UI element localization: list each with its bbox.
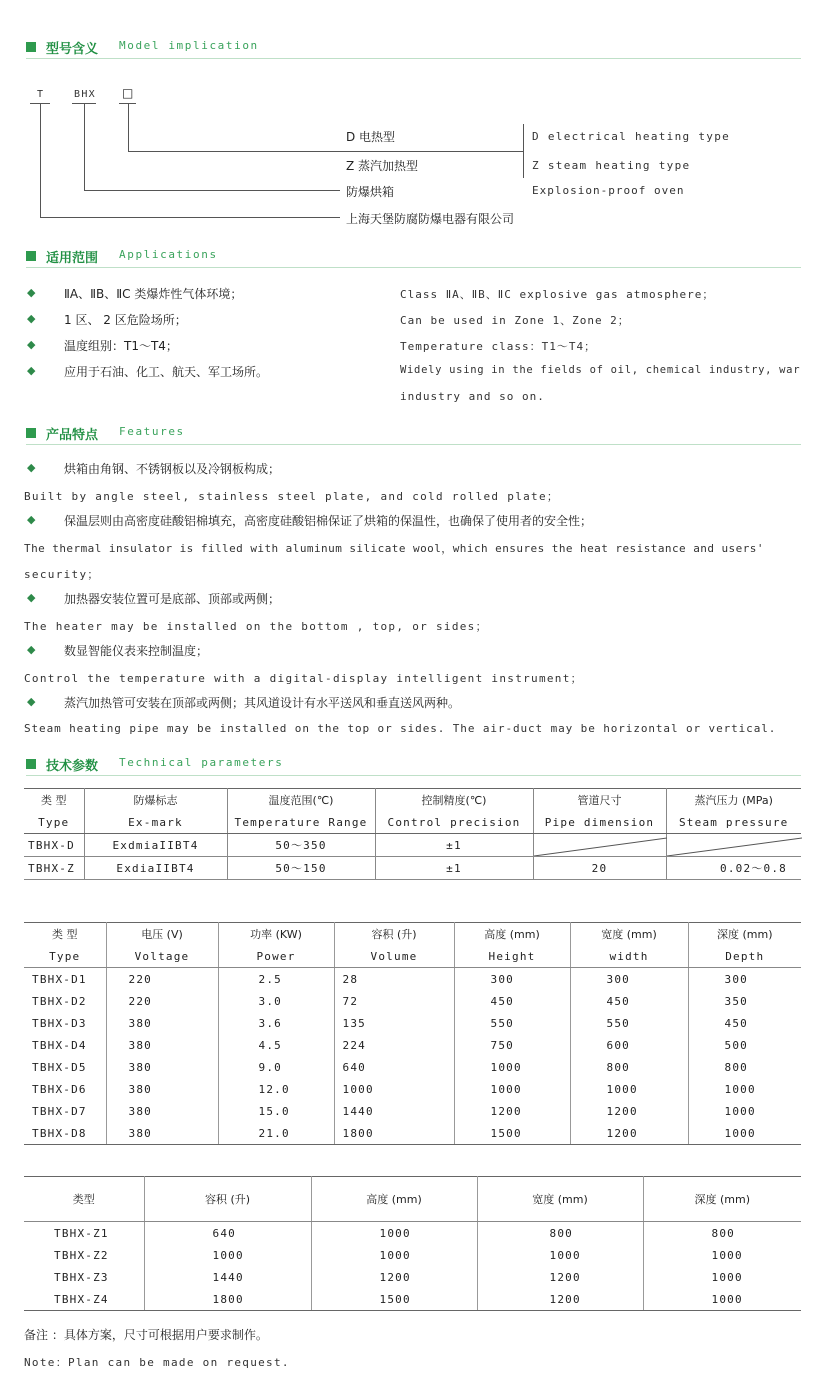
- code-box: □: [122, 86, 134, 100]
- application-cn-1: ⅡA、ⅡB、ⅡC 类爆炸性气体环境；: [64, 287, 243, 301]
- leader-t-horizontal: [40, 217, 340, 218]
- table-cell: 21.0: [218, 1122, 334, 1145]
- model-oven-cn: 防爆烘箱: [346, 185, 395, 199]
- table-cell: 800: [477, 1222, 643, 1245]
- table-cell: 380: [106, 1078, 218, 1100]
- table-row: [24, 1034, 801, 1056]
- table-cell: TBHX-D1: [24, 968, 106, 991]
- table-cell: 3.6: [218, 1012, 334, 1034]
- table-cell: 1200: [570, 1100, 688, 1122]
- diagonal-slash: [534, 834, 667, 856]
- table-cell: TBHX-D2: [24, 990, 106, 1012]
- table-cell: 0.02～0.8: [666, 857, 801, 880]
- table-header-row-en: [24, 945, 801, 968]
- table-row: [24, 857, 801, 880]
- separator-vertical: [523, 124, 524, 178]
- table-row: [24, 1288, 801, 1311]
- table-cell: 380: [106, 1056, 218, 1078]
- header-cell: Steam pressure: [666, 811, 801, 834]
- table-cell: 1000: [688, 1122, 801, 1145]
- section-square-icon: [26, 42, 36, 52]
- diamond-bullet-icon: ◆: [27, 338, 36, 351]
- section-title-cn: 产品特点: [46, 428, 99, 443]
- header-cell: Control precision: [375, 811, 533, 834]
- table-cell: ±1: [375, 857, 533, 880]
- feature-3-en: The heater may be installed on the bottom , top, or sides；: [24, 620, 488, 633]
- table-cell: TBHX-Z1: [24, 1222, 144, 1245]
- diamond-bullet-icon: ◆: [27, 312, 36, 325]
- header-cell: 容积 (升): [334, 923, 454, 946]
- header-cell: Type: [24, 811, 84, 834]
- header-cell: 高度 (mm): [454, 923, 570, 946]
- table-cell: 3.0: [218, 990, 334, 1012]
- feature-1-cn: 烘箱由角钢、不锈钢板以及冷钢板构成；: [64, 462, 281, 476]
- code-t: T: [37, 89, 45, 100]
- table-cell: 50～150: [227, 857, 375, 880]
- table-cell: TBHX-Z2: [24, 1244, 144, 1266]
- section-square-icon: [26, 759, 36, 769]
- application-cn-3: 温度组别：T1～T4；: [64, 339, 178, 353]
- feature-4-cn: 数显智能仪表来控制温度；: [64, 644, 209, 658]
- table-cell: 800: [724, 1060, 748, 1074]
- section-square-icon: [26, 428, 36, 438]
- header-cell: Pipe dimension: [533, 811, 666, 834]
- header-cell: 深度 (mm): [688, 923, 801, 946]
- table-cell: 1000: [570, 1078, 688, 1100]
- table-cell: TBHX-D7: [24, 1100, 106, 1122]
- table-cell: 450: [454, 990, 570, 1012]
- header-cell: Power: [218, 945, 334, 968]
- header-cell: Volume: [334, 945, 454, 968]
- table-cell: 220: [106, 990, 218, 1012]
- table-cell: 1500: [311, 1288, 477, 1311]
- model-company-cn: 上海天堡防腐防爆电器有限公司: [346, 212, 515, 226]
- application-en-3: Temperature class：T1～T4；: [400, 340, 597, 353]
- note-cn: 备注 ：具体方案，尺寸可根据用户要求制作。: [24, 1328, 268, 1342]
- header-cell: 类 型: [24, 923, 106, 946]
- header-cell: Temperature Range: [227, 811, 375, 834]
- table-header-row-cn: [24, 923, 801, 946]
- diagonal-slash: [667, 834, 802, 856]
- section-header-applications: [26, 247, 801, 268]
- table-row: [24, 1244, 801, 1266]
- table-cell: 300: [724, 972, 748, 986]
- header-cell: 容积 (升): [144, 1177, 311, 1222]
- feature-1-en: Built by angle steel, stainless steel plate, and cold rolled plate；: [24, 490, 560, 503]
- table-row: [24, 1122, 801, 1145]
- table-cell: 1000: [711, 1270, 743, 1284]
- table-row: [24, 968, 801, 991]
- table-cell: ExdmiaIIBT4: [84, 834, 227, 857]
- table-cell: TBHX-Z4: [24, 1288, 144, 1311]
- header-cell: 深度 (mm): [643, 1177, 801, 1222]
- params-table: [24, 788, 801, 880]
- diamond-bullet-icon: ◆: [27, 591, 36, 604]
- electric-models-table: [24, 922, 801, 1145]
- leader-box-horizontal: [128, 151, 523, 152]
- table-cell: 20: [533, 857, 666, 880]
- table-cell: 1000: [454, 1056, 570, 1078]
- table-cell: 1440: [334, 1100, 454, 1122]
- header-cell: 电压 (V): [106, 923, 218, 946]
- table-cell: 1000: [724, 1082, 756, 1096]
- section-header-features: [26, 424, 801, 445]
- table-row: [24, 1056, 801, 1078]
- table-header-row-en: [24, 811, 801, 834]
- header-cell: Type: [24, 945, 106, 968]
- table-cell: 1500: [454, 1122, 570, 1145]
- table-cell: 15.0: [218, 1100, 334, 1122]
- table-body: [24, 1222, 801, 1311]
- application-cn-4: 应用于石油、化工、航天、军工场所。: [64, 365, 269, 379]
- feature-5-en: Steam heating pipe may be installed on the top or sides. The air-duct may be horizontal or vertical.: [24, 722, 777, 735]
- header-cell: 功率 (KW): [218, 923, 334, 946]
- table-cell: 1000: [311, 1222, 477, 1245]
- diamond-bullet-icon: ◆: [27, 643, 36, 656]
- table-cell: TBHX-Z: [24, 857, 84, 880]
- header-cell: Height: [454, 945, 570, 968]
- table-cell: 750: [454, 1034, 570, 1056]
- table-cell: TBHX-D: [24, 834, 84, 857]
- section-title-en: Applications: [119, 248, 218, 261]
- table-cell: 450: [724, 1016, 748, 1030]
- note-en: Note：Plan can be made on request.: [24, 1356, 290, 1369]
- table-cell: 380: [106, 1012, 218, 1034]
- table-header-row-cn: [24, 789, 801, 812]
- header-cell: 温度范围(℃): [227, 789, 375, 812]
- diamond-bullet-icon: ◆: [27, 364, 36, 377]
- table-cell: 640: [334, 1056, 454, 1078]
- diamond-bullet-icon: ◆: [27, 513, 36, 526]
- application-en-1: Class ⅡA、ⅡB、ⅡC explosive gas atmosphere；: [400, 288, 715, 301]
- table-cell: TBHX-Z3: [24, 1266, 144, 1288]
- table-row: [24, 990, 801, 1012]
- table-cell: 1200: [311, 1266, 477, 1288]
- table-row: [24, 834, 801, 857]
- table-cell: 1200: [477, 1288, 643, 1311]
- header-cell: 控制精度(℃): [375, 789, 533, 812]
- table-cell: 380: [106, 1034, 218, 1056]
- table-body: [24, 968, 801, 1145]
- table-cell: 135: [334, 1012, 454, 1034]
- header-cell: width: [570, 945, 688, 968]
- feature-2-cn: 保温层则由高密度硅酸铝棉填充，高密度硅酸铝棉保证了烘箱的保温性，也确保了使用者的安全性；: [64, 514, 593, 528]
- header-cell: 防爆标志: [84, 789, 227, 812]
- table-cell: ExdiaIIBT4: [84, 857, 227, 880]
- model-z-cn: Z 蒸汽加热型: [346, 159, 419, 173]
- model-d-en: D electrical heating type: [532, 130, 731, 143]
- section-title-cn: 适用范围: [46, 251, 99, 266]
- table-cell: 220: [106, 968, 218, 991]
- table-cell: 350: [724, 994, 748, 1008]
- table-cell: 800: [570, 1056, 688, 1078]
- model-d-cn: D 电热型: [346, 130, 396, 144]
- table-cell: 224: [334, 1034, 454, 1056]
- table-cell: 1000: [311, 1244, 477, 1266]
- table-cell: 550: [570, 1012, 688, 1034]
- table-cell: 550: [454, 1012, 570, 1034]
- table-cell: TBHX-D8: [24, 1122, 106, 1145]
- table-cell: TBHX-D4: [24, 1034, 106, 1056]
- application-en-4: Widely using in the fields of oil, chemical industry, war: [400, 364, 801, 376]
- section-title-en: Technical parameters: [119, 756, 284, 769]
- feature-2-en-2: security；: [24, 568, 100, 581]
- model-z-en: Z steam heating type: [532, 159, 691, 172]
- section-header-model: [26, 38, 801, 59]
- section-title-en: Features: [119, 425, 185, 438]
- section-header-technical: [26, 755, 801, 776]
- table-cell: 1800: [334, 1122, 454, 1145]
- table-cell: 1000: [454, 1078, 570, 1100]
- leader-t-vertical: [40, 104, 41, 217]
- table-cell: 1000: [477, 1244, 643, 1266]
- table-cell: TBHX-D3: [24, 1012, 106, 1034]
- header-cell: Voltage: [106, 945, 218, 968]
- table-cell: 1000: [724, 1104, 756, 1118]
- table-cell: 300: [454, 968, 570, 991]
- table-cell: 72: [334, 990, 454, 1012]
- table-cell: TBHX-D6: [24, 1078, 106, 1100]
- table-cell: 600: [570, 1034, 688, 1056]
- header-cell: 宽度 (mm): [477, 1177, 643, 1222]
- section-title-cn: 技术参数: [46, 759, 99, 774]
- code-bhx: BHX: [74, 89, 96, 100]
- table-cell: 1000: [144, 1244, 311, 1266]
- table-cell-empty: [666, 834, 801, 857]
- table-cell: 500: [724, 1038, 748, 1052]
- table-row: [24, 1100, 801, 1122]
- leader-bhx-vertical: [84, 104, 85, 190]
- feature-5-cn: 蒸汽加热管可安装在顶部或两侧；其风道设计有水平送风和垂直送风两种。: [64, 696, 461, 710]
- application-en-5: industry and so on.: [400, 390, 545, 403]
- steam-models-table: [24, 1176, 801, 1311]
- table-row: [24, 1012, 801, 1034]
- header-cell: 管道尺寸: [533, 789, 666, 812]
- feature-4-en: Control the temperature with a digital-display intelligent instrument；: [24, 672, 583, 685]
- header-cell: 类 型: [24, 789, 84, 812]
- header-cell: Ex-mark: [84, 811, 227, 834]
- table-cell: 50～350: [227, 834, 375, 857]
- table-cell: 1800: [144, 1288, 311, 1311]
- table-cell: 12.0: [218, 1078, 334, 1100]
- table-cell: 4.5: [218, 1034, 334, 1056]
- feature-2-en-1: The thermal insulator is filled with aluminum silicate wool，which ensures the heat resistance and users': [24, 542, 764, 555]
- table-cell: 2.5: [218, 968, 334, 991]
- header-cell: 蒸汽压力 (MPa): [666, 789, 801, 812]
- application-en-2: Can be used in Zone 1、Zone 2；: [400, 314, 630, 327]
- leader-bhx-horizontal: [84, 190, 340, 191]
- diamond-bullet-icon: ◆: [27, 286, 36, 299]
- leader-box-vertical: [128, 104, 129, 151]
- table-cell: 1000: [334, 1078, 454, 1100]
- model-oven-en: Explosion-proof oven: [532, 184, 685, 197]
- table-cell: 380: [106, 1100, 218, 1122]
- header-cell: 宽度 (mm): [570, 923, 688, 946]
- header-cell: 高度 (mm): [311, 1177, 477, 1222]
- section-title-cn: 型号含义: [46, 42, 99, 57]
- feature-3-cn: 加热器安装位置可是底部、顶部或两侧；: [64, 592, 281, 606]
- diamond-bullet-icon: ◆: [27, 695, 36, 708]
- table-row: [24, 1266, 801, 1288]
- table-cell: 1000: [711, 1248, 743, 1262]
- table-cell: 800: [711, 1226, 735, 1240]
- table-cell: 640: [144, 1222, 311, 1245]
- table-cell: 1440: [144, 1266, 311, 1288]
- section-square-icon: [26, 251, 36, 261]
- table-header-row: [24, 1177, 801, 1222]
- table-cell: 1000: [643, 1288, 801, 1311]
- diamond-bullet-icon: ◆: [27, 461, 36, 474]
- table-cell: 380: [106, 1122, 218, 1145]
- table-cell: 450: [570, 990, 688, 1012]
- table-cell-empty: [533, 834, 666, 857]
- table-cell: TBHX-D5: [24, 1056, 106, 1078]
- table-row: [24, 1222, 801, 1245]
- table-cell: 28: [334, 968, 454, 991]
- table-cell: 1200: [454, 1100, 570, 1122]
- section-title-en: Model implication: [119, 39, 259, 52]
- table-cell: 1200: [477, 1266, 643, 1288]
- table-cell: 9.0: [218, 1056, 334, 1078]
- table-row: [24, 1078, 801, 1100]
- table-cell: 1200: [570, 1122, 688, 1145]
- header-cell: 类型: [24, 1177, 144, 1222]
- header-cell: Depth: [688, 945, 801, 968]
- application-cn-2: 1 区、 2 区危险场所；: [64, 313, 187, 327]
- table-cell: 300: [570, 968, 688, 991]
- table-cell: ±1: [375, 834, 533, 857]
